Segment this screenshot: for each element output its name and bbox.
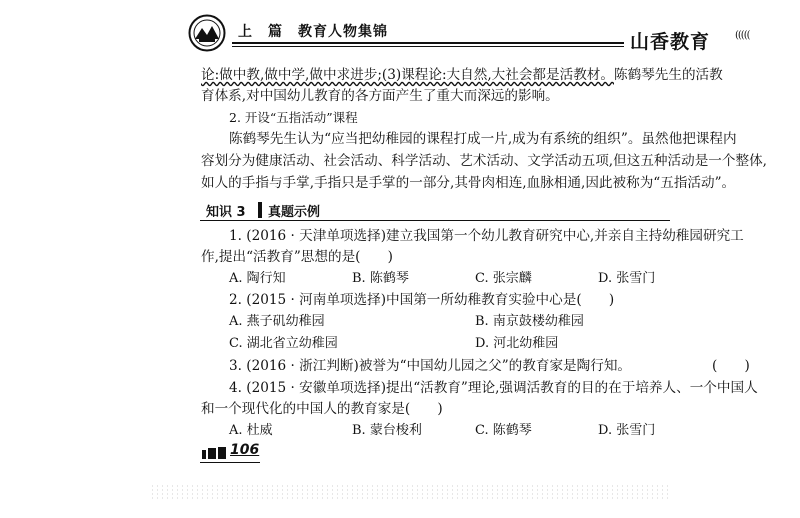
answer-option: C. 张宗麟 bbox=[475, 271, 532, 286]
answer-bracket: ( ) bbox=[712, 358, 750, 374]
answer-option: A. 燕子矶幼稚园 bbox=[229, 314, 325, 329]
header-section-title: 上 篇 教育人物集锦 bbox=[238, 24, 388, 40]
paragraph-line: 如人的手指与手掌,手指只是手掌的一部分,其骨肉相连,血脉相通,因此被称为“五指活动”。 bbox=[201, 175, 736, 191]
answer-option: B. 陈鹤琴 bbox=[352, 271, 409, 286]
body-line bbox=[201, 66, 723, 84]
answer-option: D. 张雪门 bbox=[598, 423, 656, 438]
scan-noise bbox=[150, 484, 670, 500]
answer-option: C. 陈鹤琴 bbox=[475, 423, 532, 438]
paragraph-line: 容划分为健康活动、社会活动、科学活动、艺术活动、文学活动五项,但这五种活动是一个整体, bbox=[201, 153, 767, 169]
question-line: 和一个现代化的中国人的教育家是( ) bbox=[201, 401, 443, 417]
answer-option: B. 蒙台梭利 bbox=[352, 423, 422, 438]
question-line: 2. (2015 · 河南单项选择)中国第一所幼稚教育实验中心是( ) bbox=[229, 292, 615, 308]
page-number: 106 bbox=[230, 442, 260, 458]
page-marker-icon bbox=[202, 447, 226, 459]
question-line: 1. (2016 · 天津单项选择)建立我国第一个幼儿教育研究中心,并亲自主持幼稚园研究工 bbox=[229, 228, 744, 244]
header-rule bbox=[232, 42, 624, 44]
question-line: 3. (2016 · 浙江判断)被誉为“中国幼儿园之父”的教育家是陶行知。 bbox=[229, 358, 632, 374]
question-line: 作,提出“活教育”思想的是( ) bbox=[201, 249, 393, 265]
knowledge-label: 知识 3 bbox=[206, 205, 246, 220]
publisher-logo-icon bbox=[188, 14, 226, 52]
body-line: 育体系,对中国幼儿教育的各方面产生了重大而深远的影响。 bbox=[201, 88, 559, 104]
header-rule-thin bbox=[232, 46, 624, 47]
footer-rule bbox=[200, 462, 260, 463]
question-line: 4. (2015 · 安徽单项选择)提出“活教育”理论,强调活教育的目的在于培养人、一个中国人 bbox=[229, 380, 758, 396]
answer-option: D. 张雪门 bbox=[598, 271, 656, 286]
brand-mark: ((((( bbox=[735, 30, 750, 41]
knowledge-title: 真题示例 bbox=[268, 205, 321, 220]
body-text: 陈鹤琴先生的活教 bbox=[614, 67, 723, 83]
subsection-heading: 2. 开设“五指活动”课程 bbox=[229, 110, 358, 125]
answer-option: D. 河北幼稚园 bbox=[475, 336, 559, 351]
section-rule bbox=[200, 220, 670, 221]
paragraph-line: 陈鹤琴先生认为“应当把幼稚园的课程打成一片,成为有系统的组织”。虽然他把课程内 bbox=[229, 131, 737, 147]
answer-option: C. 湖北省立幼稚园 bbox=[229, 336, 338, 351]
answer-option: B. 南京鼓楼幼稚园 bbox=[475, 314, 584, 329]
section-separator bbox=[258, 202, 262, 218]
answer-option: A. 陶行知 bbox=[229, 271, 286, 286]
knowledge-section-bar bbox=[200, 200, 670, 220]
underlined-text: 论:做中教,做中学,做中求进步;(3)课程论:大自然,大社会都是活教材。 bbox=[201, 67, 614, 83]
brand-name: 山香教育 bbox=[630, 31, 711, 53]
answer-option: A. 杜威 bbox=[229, 423, 273, 438]
